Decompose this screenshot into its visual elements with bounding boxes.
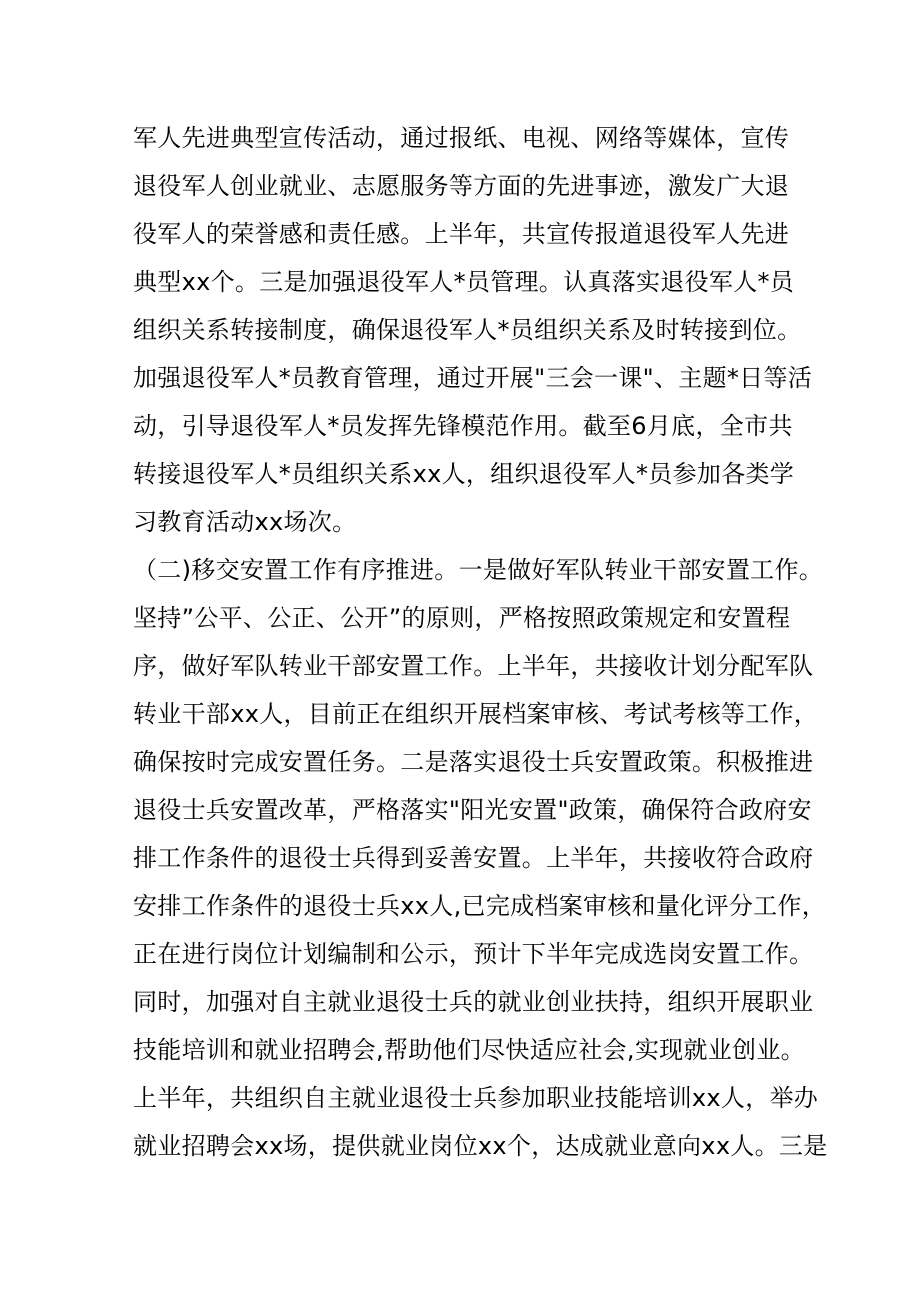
- text-line: 转业干部xx人，目前正在组织开展档案审核、考试考核等工作，: [133, 700, 819, 728]
- text-line: 退役军人创业就业、志愿服务等方面的先进事迹，激发广大退: [133, 172, 790, 200]
- text-line: 退役士兵安置改革，严格落实"阳光安置"政策，确保符合政府安: [133, 796, 812, 824]
- text-line: 技能培训和就业招聘会,帮助他们尽快适应社会,实现就业创业。: [133, 1036, 805, 1064]
- text-line: 组织关系转接制度，确保退役军人*员组织关系及时转接到位。: [133, 316, 802, 344]
- text-line: 同时，加强对自主就业退役士兵的就业创业扶持，组织开展职业: [133, 988, 814, 1016]
- text-line: 典型xx个。三是加强退役军人*员管理。认真落实退役军人*员: [133, 268, 795, 296]
- text-line: 上半年，共组织自主就业退役士兵参加职业技能培训xx人，举办: [133, 1084, 819, 1112]
- text-line: 就业招聘会xx场，提供就业岗位xx个，达成就业意向xx人。三是: [133, 1132, 828, 1160]
- section-heading-line: （二)移交安置工作有序推进。一是做好军队转业干部安置工作。: [133, 556, 824, 584]
- text-line: 排工作条件的退役士兵得到妥善安置。上半年，共接收符合政府: [133, 844, 814, 872]
- text-line: 确保按时完成安置任务。二是落实退役士兵安置政策。积极推进: [133, 748, 814, 776]
- text-line: 役军人的荣誉感和责任感。上半年，共宣传报道退役军人先进: [133, 220, 790, 248]
- text-line: 军人先进典型宣传活动，通过报纸、电视、网络等媒体，宣传: [133, 124, 790, 152]
- text-line: 习教育活动xx场次。: [133, 508, 357, 536]
- text-line: 坚持”公平、公正、公开”的原则，严格按照政策规定和安置程: [133, 604, 791, 632]
- text-line: 正在进行岗位计划编制和公示，预计下半年完成选岗安置工作。: [133, 940, 814, 968]
- text-line: 加强退役军人*员教育管理，通过开展"三会一课"、主题*日等活: [133, 364, 813, 392]
- text-line: 序，做好军队转业干部安置工作。上半年，共接收计划分配军队: [133, 652, 814, 680]
- text-line: 转接退役军人*员组织关系xx人，组织退役军人*员参加各类学: [133, 460, 795, 488]
- text-line: 安排工作条件的退役士兵xx人,已完成档案审核和量化评分工作，: [133, 892, 827, 920]
- text-line: 动，引导退役军人*员发挥先锋模范作用。截至6月底，全市共: [133, 412, 793, 440]
